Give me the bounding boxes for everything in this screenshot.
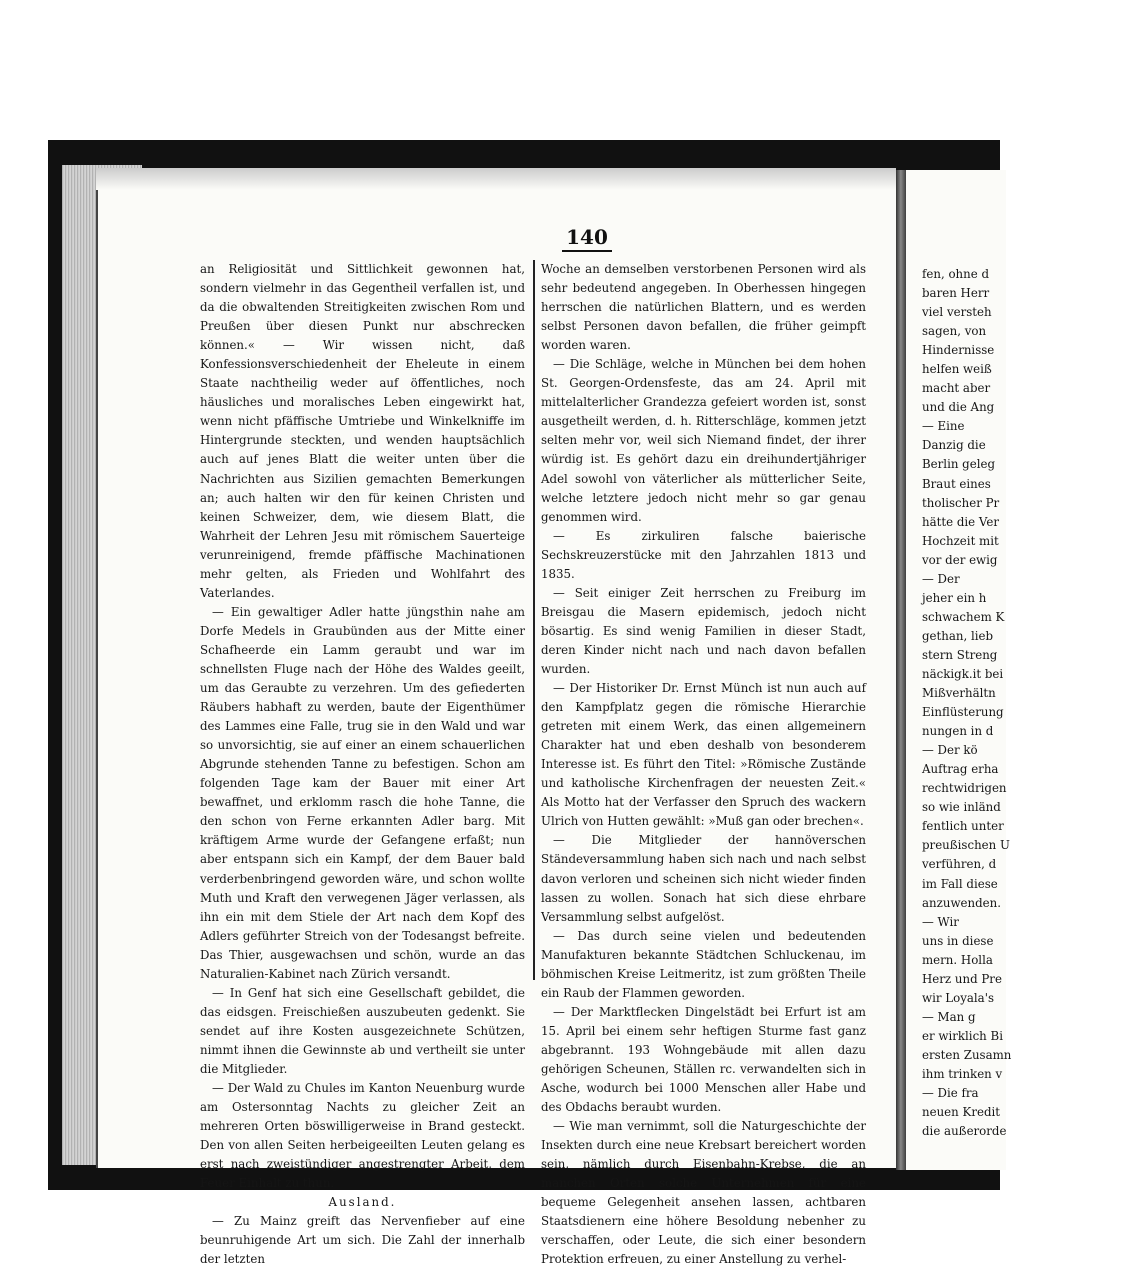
article-paragraph: — Die Mitglieder der hannöverschen Ständeversammlung haben sich nach und nach selbst davon verloren und scheinen sich nicht wieder finden lassen zu wollen. Sonach hat sich diese ehrbare Versammlung selbst aufgelöst. <box>541 833 866 924</box>
article-paragraph: — Der Wald zu Chules im Kanton Neuenburg wurde am Ostersonntag Nachts zu gleicher Zeit an mehreren Orten böswilligerweise in Brand gesteckt. Den von allen Seiten herbeigeeilten Leuten gelang es erst nach zweistündiger angestrengter Arbeit, dem Feuer Einhalt zu thun. <box>200 1081 525 1191</box>
next-page-line: — Eine <box>922 419 965 434</box>
next-page-line: vor der ewig <box>922 552 998 567</box>
next-page-text <box>922 265 1122 1141</box>
next-page-line: Auftrag erha <box>922 762 999 777</box>
next-page-line: — Der kö <box>922 743 978 758</box>
article-paragraph: — Die Schläge, welche in München bei dem hohen St. Georgen-Ordensfeste, das am 24. April mit mittelalterlicher Grandezza gefeiert worden ist, sonst ausgetheilt werden, d. h. Ritterschläge, kommen jetzt selten mehr vor, weil sich Niemand findet, der ihrer würdig ist. Es gehört dazu ein dreihundertjähriger Adel sowohl von väterlicher als mütterlicher Seite, welche letztere jedoch nicht mehr so gar genau genommen wird. <box>541 357 866 524</box>
next-page-line: — Die fra <box>922 1086 979 1101</box>
article-paragraph: — Es zirkuliren falsche baierische Sechskreuzerstücke mit den Jahrzahlen 1813 und 1835. <box>541 528 866 581</box>
next-page-line: anzuwenden. <box>922 895 1002 910</box>
scan-frame <box>48 140 1012 1267</box>
article-paragraph: — Der Marktflecken Dingelstädt bei Erfurt ist am 15. April bei einem sehr heftigen Sturme fast ganz abgebrannt. 193 Wohngebäude mit allen dazu gehörigen Scheunen, Ställen rc. verwandelten sich in Asche, wodurch bei 1000 Menschen aller Habe und des Obdachs beraubt wurden. <box>541 1004 866 1115</box>
next-page-line: baren Herr <box>922 286 990 301</box>
next-page-line: neuen Kredit <box>922 1105 1001 1120</box>
next-page-line: und die Ang <box>922 400 995 415</box>
next-page-line: ersten Zusamn <box>922 1047 1012 1062</box>
article-paragraph: Woche an demselben verstorbenen Personen wird als sehr bedeutend angegeben. In Oberhessen hingegen herrschen die natürlichen Blattern, und es werden selbst Personen davon befallen, die früher geimpft worden waren. <box>541 262 866 353</box>
next-page-line: jeher ein h <box>922 590 987 605</box>
next-page-line: gethan, lieb <box>922 628 994 643</box>
next-page-line: uns in diese <box>922 933 994 948</box>
next-page-line: im Fall diese <box>922 876 998 891</box>
next-page-line: viel versteh <box>922 305 992 320</box>
next-page-line: fentlich unter <box>922 819 1004 834</box>
next-page-line: die außerorde <box>922 1124 1007 1139</box>
article-paragraph: — Seit einiger Zeit herrschen zu Freiburg im Breisgau die Masern epidemisch, jedoch nicht bösartig. Es sind wenig Familien in dieser Stadt, deren Kinder nicht nach und nach davon befallen wurden. <box>541 585 866 676</box>
article-paragraph: — Zu Mainz greift das Nervenfieber auf eine beunruhigende Art um sich. Die Zahl der innerhalb der letzten <box>200 1214 525 1267</box>
next-page-line: Berlin geleg <box>922 457 996 472</box>
article-paragraph: — In Genf hat sich eine Gesellschaft gebildet, die das eidsgen. Freischießen auszubeuten gedenkt. Sie sendet auf ihre Kosten ausgezeichnete Schützen, nimmt ihnen die Gewinnste ab und vertheilt sie unter die Mitglieder. <box>200 985 525 1076</box>
next-page-line: stern Streng <box>922 647 998 662</box>
next-page-line: Braut eines <box>922 476 991 491</box>
next-page-line: so wie inländ <box>922 800 1001 815</box>
next-page-line: macht aber <box>922 381 991 396</box>
article-paragraph: — Der Historiker Dr. Ernst Münch ist nun auch auf den Kampfplatz gegen die römische Hierarchie getreten mit einem Werk, das einen allgemeinern Charakter hat und eben deshalb von besonderem Interesse ist. Es führt den Titel: »Römische Zustände und katholische Kirchenfragen der neuesten Zeit.« Als Motto hat der Verfasser den Spruch des wackern Ulrich von Hutten gewählt: »Muß gan oder brechen«. <box>541 681 866 829</box>
next-page-line: — Der <box>922 571 960 586</box>
page-number: 140 <box>562 224 612 252</box>
next-page-line: Mißverhältn <box>922 686 996 701</box>
next-page-line: schwachem K <box>922 609 1005 624</box>
next-page-line: rechtwidrigen <box>922 781 1007 796</box>
article-paragraph: — Das durch seine vielen und bedeutenden Manufakturen bekannte Städtchen Schluckenau, im böhmischen Kreise Leitmeritz, ist zum größten Theile ein Raub der Flammen geworden. <box>541 928 866 1000</box>
next-page-line: sagen, von <box>922 324 987 339</box>
next-page-line: verführen, d <box>922 857 997 872</box>
next-page-line: Hindernisse <box>922 343 995 358</box>
next-page-line: Danzig die <box>922 438 986 453</box>
next-page-line: hätte die Ver <box>922 514 999 529</box>
right-column <box>541 260 866 1269</box>
next-page-line: Hochzeit mit <box>922 533 999 548</box>
next-page-fragment <box>906 170 1012 1170</box>
next-page-line: wir Loyala's <box>922 990 994 1005</box>
next-page-line: näckigk.it bei <box>922 666 1004 681</box>
next-page-line: mern. Holla <box>922 952 993 967</box>
next-page-line: Herz und Pre <box>922 971 1002 986</box>
next-page-line: Einflüsterung <box>922 705 1004 720</box>
next-page-line: er wirklich Bi <box>922 1028 1003 1043</box>
next-page-line: ihm trinken v <box>922 1066 1003 1081</box>
column-divider <box>533 260 535 980</box>
next-page-line: helfen weiß <box>922 362 992 377</box>
article-paragraph: an Religiosität und Sittlichkeit gewonnen hat, sondern vielmehr in das Gegentheil verfallen ist, und da die obwaltenden Streitigkeiten zwischen Rom und Preußen über diesen Punkt nur abschrecken können.« — Wir wissen nicht, daß Konfessionsverschiedenheit der Eheleute in einem Staate nachtheilig weder auf öffentliches, noch häusliches und moralisches Leben eingewirkt hat, wenn nicht pfäffische Umtriebe und Winkelkniffe im Hintergrunde steckten, und wenden hauptsächlich auch auf jenes Blatt die weiter unten über die Nachrichten aus Sizilien gemachten Bemerkungen an; auch halten wir den für keinen Christen und keinen Schweizer, dem, wie diesem Blatt, die Wahrheit der Lehren Jesu mit römischem Sauerteige verunreinigend, fremde pfäffische Machinationen mehr gelten, als Frieden und Wohlfahrt des Vaterlandes. <box>200 262 525 600</box>
article-paragraph: — Ein gewaltiger Adler hatte jüngsthin nahe am Dorfe Medels in Graubünden aus der Mitte einer Schafheerde ein Lamm geraubt und war im schnellsten Fluge nach der Höhe des Waldes geeilt, um das Geraubte zu verzehren. Um des gefiederten Räubers habhaft zu werden, baute der Eigenthümer des Lammes eine Falle, trug sie in den Wald und war so unvorsichtig, sie auf einer an einem schauerlichen Abgrunde stehenden Tanne zu befestigen. Schon am folgenden Tage kam der Bauer mit einer Art bewaffnet, und erklomm rasch die hohe Tanne, die den schon von Ferne erkannten Adler barg. Mit kräftigem Arme wurde der Gefangene erfaßt; nun aber entspann sich ein Kampf, der dem Bauer bald verderbenbringend geworden wäre, und schon wollte Muth und Kraft den verwegenen Jäger verlassen, als ihn ein mit dem Stiele der Art nach dem Kopf des Adlers geführter Streich von der Todesangst befreite. Das Thier, ausgewachsen und schön, wurde an das Naturalien-Kabinet nach Zürich versandt. <box>200 604 525 981</box>
next-page-line: nungen in d <box>922 724 994 739</box>
next-page-line: — Man g <box>922 1009 976 1024</box>
book-page <box>96 168 896 1267</box>
next-page-line: tholischer Pr <box>922 495 1000 510</box>
next-page-line: fen, ohne d <box>922 267 990 281</box>
article-paragraph: — Wie man vernimmt, soll die Naturgeschichte der Insekten durch eine neue Krebsart bereichert worden sein, nämlich durch Eisenbahn-Krebse, die an manchen Orten solche Unternehmen für eine bequeme Gelegenheit ansehen lassen, achtbaren Staatsdienern eine höhere Besoldung nebenher zu verschaffen, oder Leute, die sich einer besondern Protektion erfreuen, zu einer Anstellung zu verhel- <box>541 1119 866 1267</box>
left-column <box>200 260 525 1269</box>
page-shadow <box>96 168 896 190</box>
section-heading: Ausland. <box>328 1195 397 1210</box>
next-page-line: — Wir <box>922 914 959 929</box>
next-page-line: preußischen U <box>922 838 1010 853</box>
